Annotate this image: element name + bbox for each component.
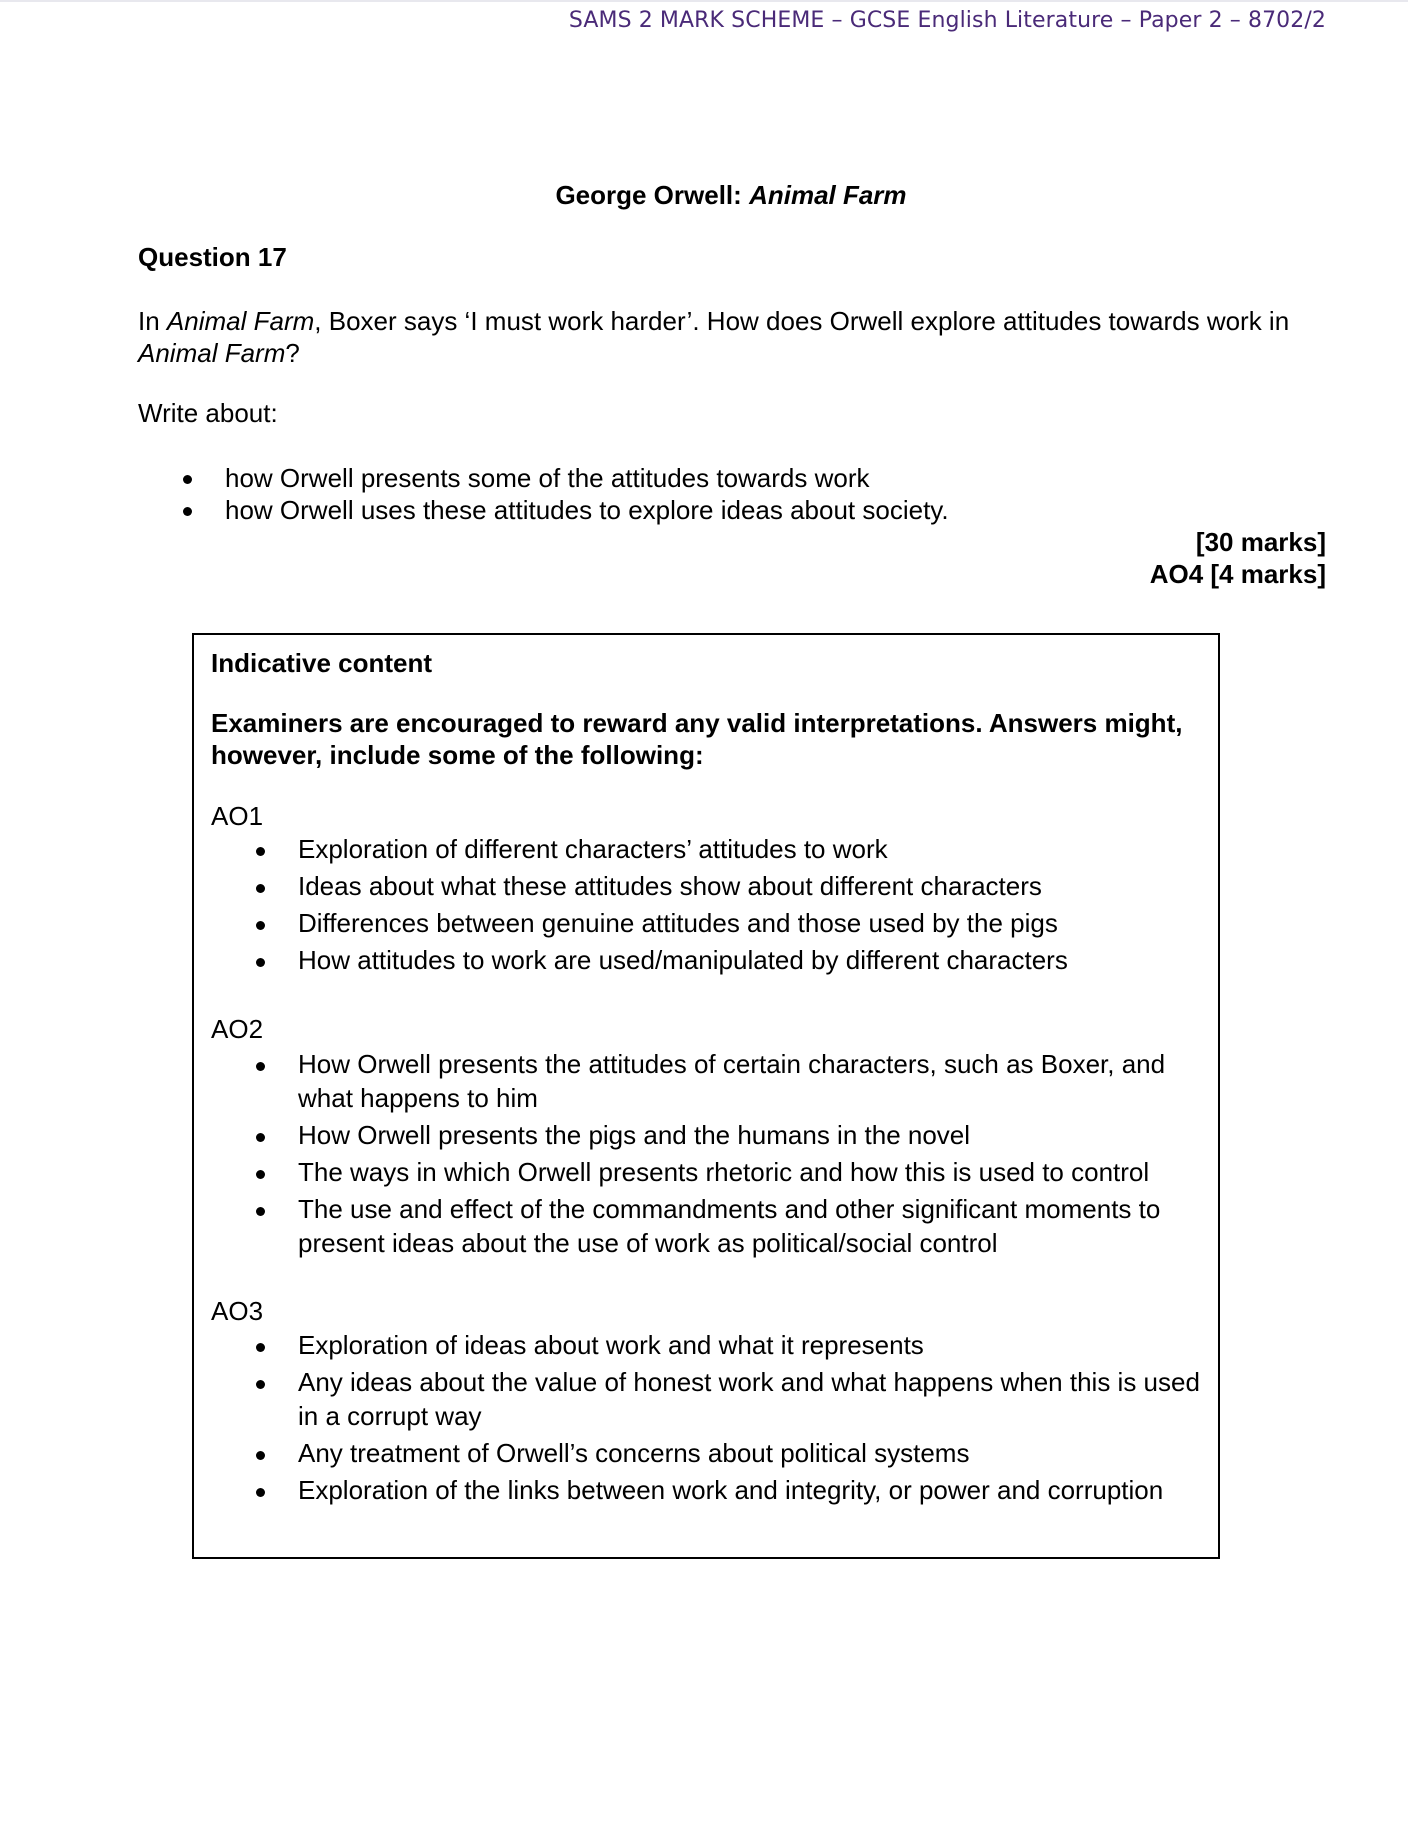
ao3-list: [211, 1328, 1201, 1510]
ao-item-text: Any treatment of Orwell’s concerns about political systems: [298, 1438, 970, 1468]
ao-item-text: The use and effect of the commandments and other significant moments to present ideas about the use of work as political/social control: [298, 1194, 1161, 1258]
question-text-middle: , Boxer says ‘I must work harder’. How does Orwell explore attitudes towards work in: [314, 306, 1290, 336]
bullet-icon: [256, 1451, 265, 1460]
prompt-list: [138, 462, 949, 526]
ao-item-text: Exploration of ideas about work and what it represents: [298, 1330, 924, 1360]
question-text: [138, 305, 1328, 369]
running-header: SAMS 2 MARK SCHEME – GCSE English Literature – Paper 2 – 8702/2: [568, 8, 1326, 33]
question-work-title: Animal Farm: [166, 306, 315, 336]
ao-item-text: Any ideas about the value of honest work and what happens when this is used in a corrupt way: [298, 1367, 1200, 1431]
ao-item-text: How Orwell presents the pigs and the humans in the novel: [298, 1120, 971, 1150]
ao-item-text: Exploration of different characters’ attitudes to work: [298, 834, 888, 864]
bullet-icon: [256, 1380, 265, 1389]
ao2-heading: AO2: [211, 1014, 264, 1044]
total-marks: [30 marks]: [1195, 527, 1326, 557]
list-item: [211, 1192, 1201, 1260]
write-about-label: Write about:: [138, 398, 278, 428]
title-author: George Orwell:: [555, 180, 742, 210]
bullet-icon: [256, 1207, 265, 1216]
indicative-content-title: Indicative content: [211, 648, 433, 678]
prompt-text: how Orwell presents some of the attitudes towards work: [225, 463, 870, 493]
ao1-list: [211, 832, 1201, 980]
bullet-icon: [256, 847, 265, 856]
list-item: [211, 832, 1201, 866]
list-item: [211, 1473, 1201, 1507]
ao4-marks: AO4 [4 marks]: [1149, 559, 1326, 589]
list-item: [211, 869, 1201, 903]
list-item: [211, 1436, 1201, 1470]
list-item: [211, 1155, 1201, 1189]
ao3-heading: AO3: [211, 1296, 264, 1326]
question-work-title: Animal Farm: [138, 338, 286, 368]
ao-item-text: The ways in which Orwell presents rhetoric and how this is used to control: [298, 1157, 1150, 1187]
prompt-text: how Orwell uses these attitudes to explore ideas about society.: [225, 495, 949, 525]
ao-item-text: How Orwell presents the attitudes of certain characters, such as Boxer, and what happens to him: [298, 1049, 1166, 1113]
bullet-icon: [183, 475, 192, 484]
ao1-heading: AO1: [211, 801, 264, 831]
bullet-icon: [183, 507, 192, 516]
ao-item-text: How attitudes to work are used/manipulated by different characters: [298, 945, 1068, 975]
marks-block: [1150, 526, 1326, 590]
ao2-list: [211, 1047, 1201, 1263]
list-item: [211, 1047, 1201, 1115]
ao-item-text: Differences between genuine attitudes and those used by the pigs: [298, 908, 1058, 938]
ao-item-text: Ideas about what these attitudes show about different characters: [298, 871, 1042, 901]
bullet-icon: [256, 1343, 265, 1352]
list-item: [211, 1365, 1201, 1433]
bullet-icon: [256, 958, 265, 967]
bullet-icon: [256, 1062, 265, 1071]
list-item: [211, 1328, 1201, 1362]
ao-item-text: Exploration of the links between work and integrity, or power and corruption: [298, 1475, 1164, 1505]
indicative-content-box: [192, 633, 1220, 1559]
bullet-icon: [256, 921, 265, 930]
question-text-suffix: ?: [285, 338, 300, 368]
question-heading: Question 17: [138, 242, 287, 272]
header-rule: [0, 0, 1408, 2]
bullet-icon: [256, 1133, 265, 1142]
indicative-content-intro: Examiners are encouraged to reward any valid interpretations. Answers might, however, include some of the following:: [211, 708, 1183, 770]
list-item: [211, 906, 1201, 940]
bullet-icon: [256, 1488, 265, 1497]
list-item: [138, 462, 949, 494]
bullet-icon: [256, 884, 265, 893]
list-item: [138, 494, 949, 526]
list-item: [211, 943, 1201, 977]
bullet-icon: [256, 1170, 265, 1179]
title-work: Animal Farm: [749, 180, 907, 210]
list-item: [211, 1118, 1201, 1152]
page-title: [0, 180, 1408, 211]
question-text-prefix: In: [138, 306, 167, 336]
